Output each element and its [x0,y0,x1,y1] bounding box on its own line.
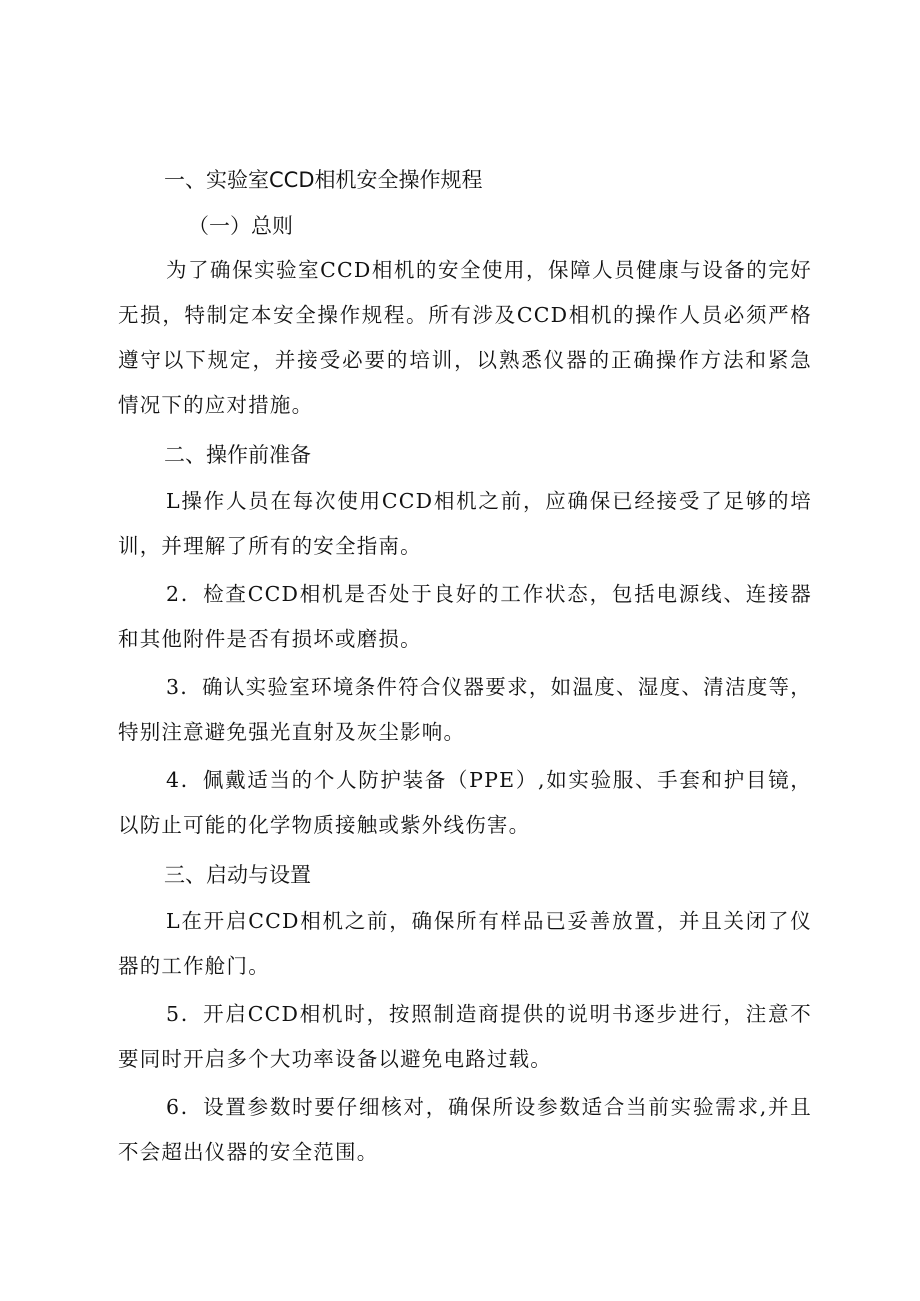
prep-item-1: L操作人员在每次使用CCD相机之前，应确保已经接受了足够的培训，并理解了所有的安全指南。 [118,489,812,558]
paragraph-general: 为了确保实验室CCD相机的安全使用，保障人员健康与设备的完好无损，特制定本安全操作规程。所有涉及CCD相机的操作人员必须严格遵守以下规定，并接受必要的培训，以熟悉仪器的正确操作方法和紧急情况下的应对措施。 [118,258,812,417]
subsection-heading-general: （一）总则 [188,214,293,238]
startup-item-3: 6．设置参数时要仔细核对，确保所设参数适合当前实验需求,并且不会超出仪器的安全范围。 [118,1095,812,1164]
prep-item-3: 3．确认实验室环境条件符合仪器要求，如温度、湿度、清洁度等，特别注意避免强光直射及灰尘影响。 [118,675,812,744]
startup-item-1: L在开启CCD相机之前，确保所有样品已妥善放置，并且关闭了仪器的工作舱门。 [118,909,812,978]
startup-item-2: 5．开启CCD相机时，按照制造商提供的说明书逐步进行，注意不要同时开启多个大功率设备以避免电路过载。 [118,1002,812,1071]
prep-item-2: 2．检查CCD相机是否处于良好的工作状态，包括电源线、连接器和其他附件是否有损坏或磨损。 [118,582,812,651]
prep-item-4: 4．佩戴适当的个人防护装备（PPE）,如实验服、手套和护目镜，以防止可能的化学物质接触或紫外线伤害。 [118,768,812,837]
section-heading-2: 二、操作前准备 [164,443,311,467]
section-heading-3: 三、启动与设置 [164,863,311,887]
section-heading-1: 一、实验室CCD相机安全操作规程 [164,168,483,192]
document-body [118,156,812,1178]
